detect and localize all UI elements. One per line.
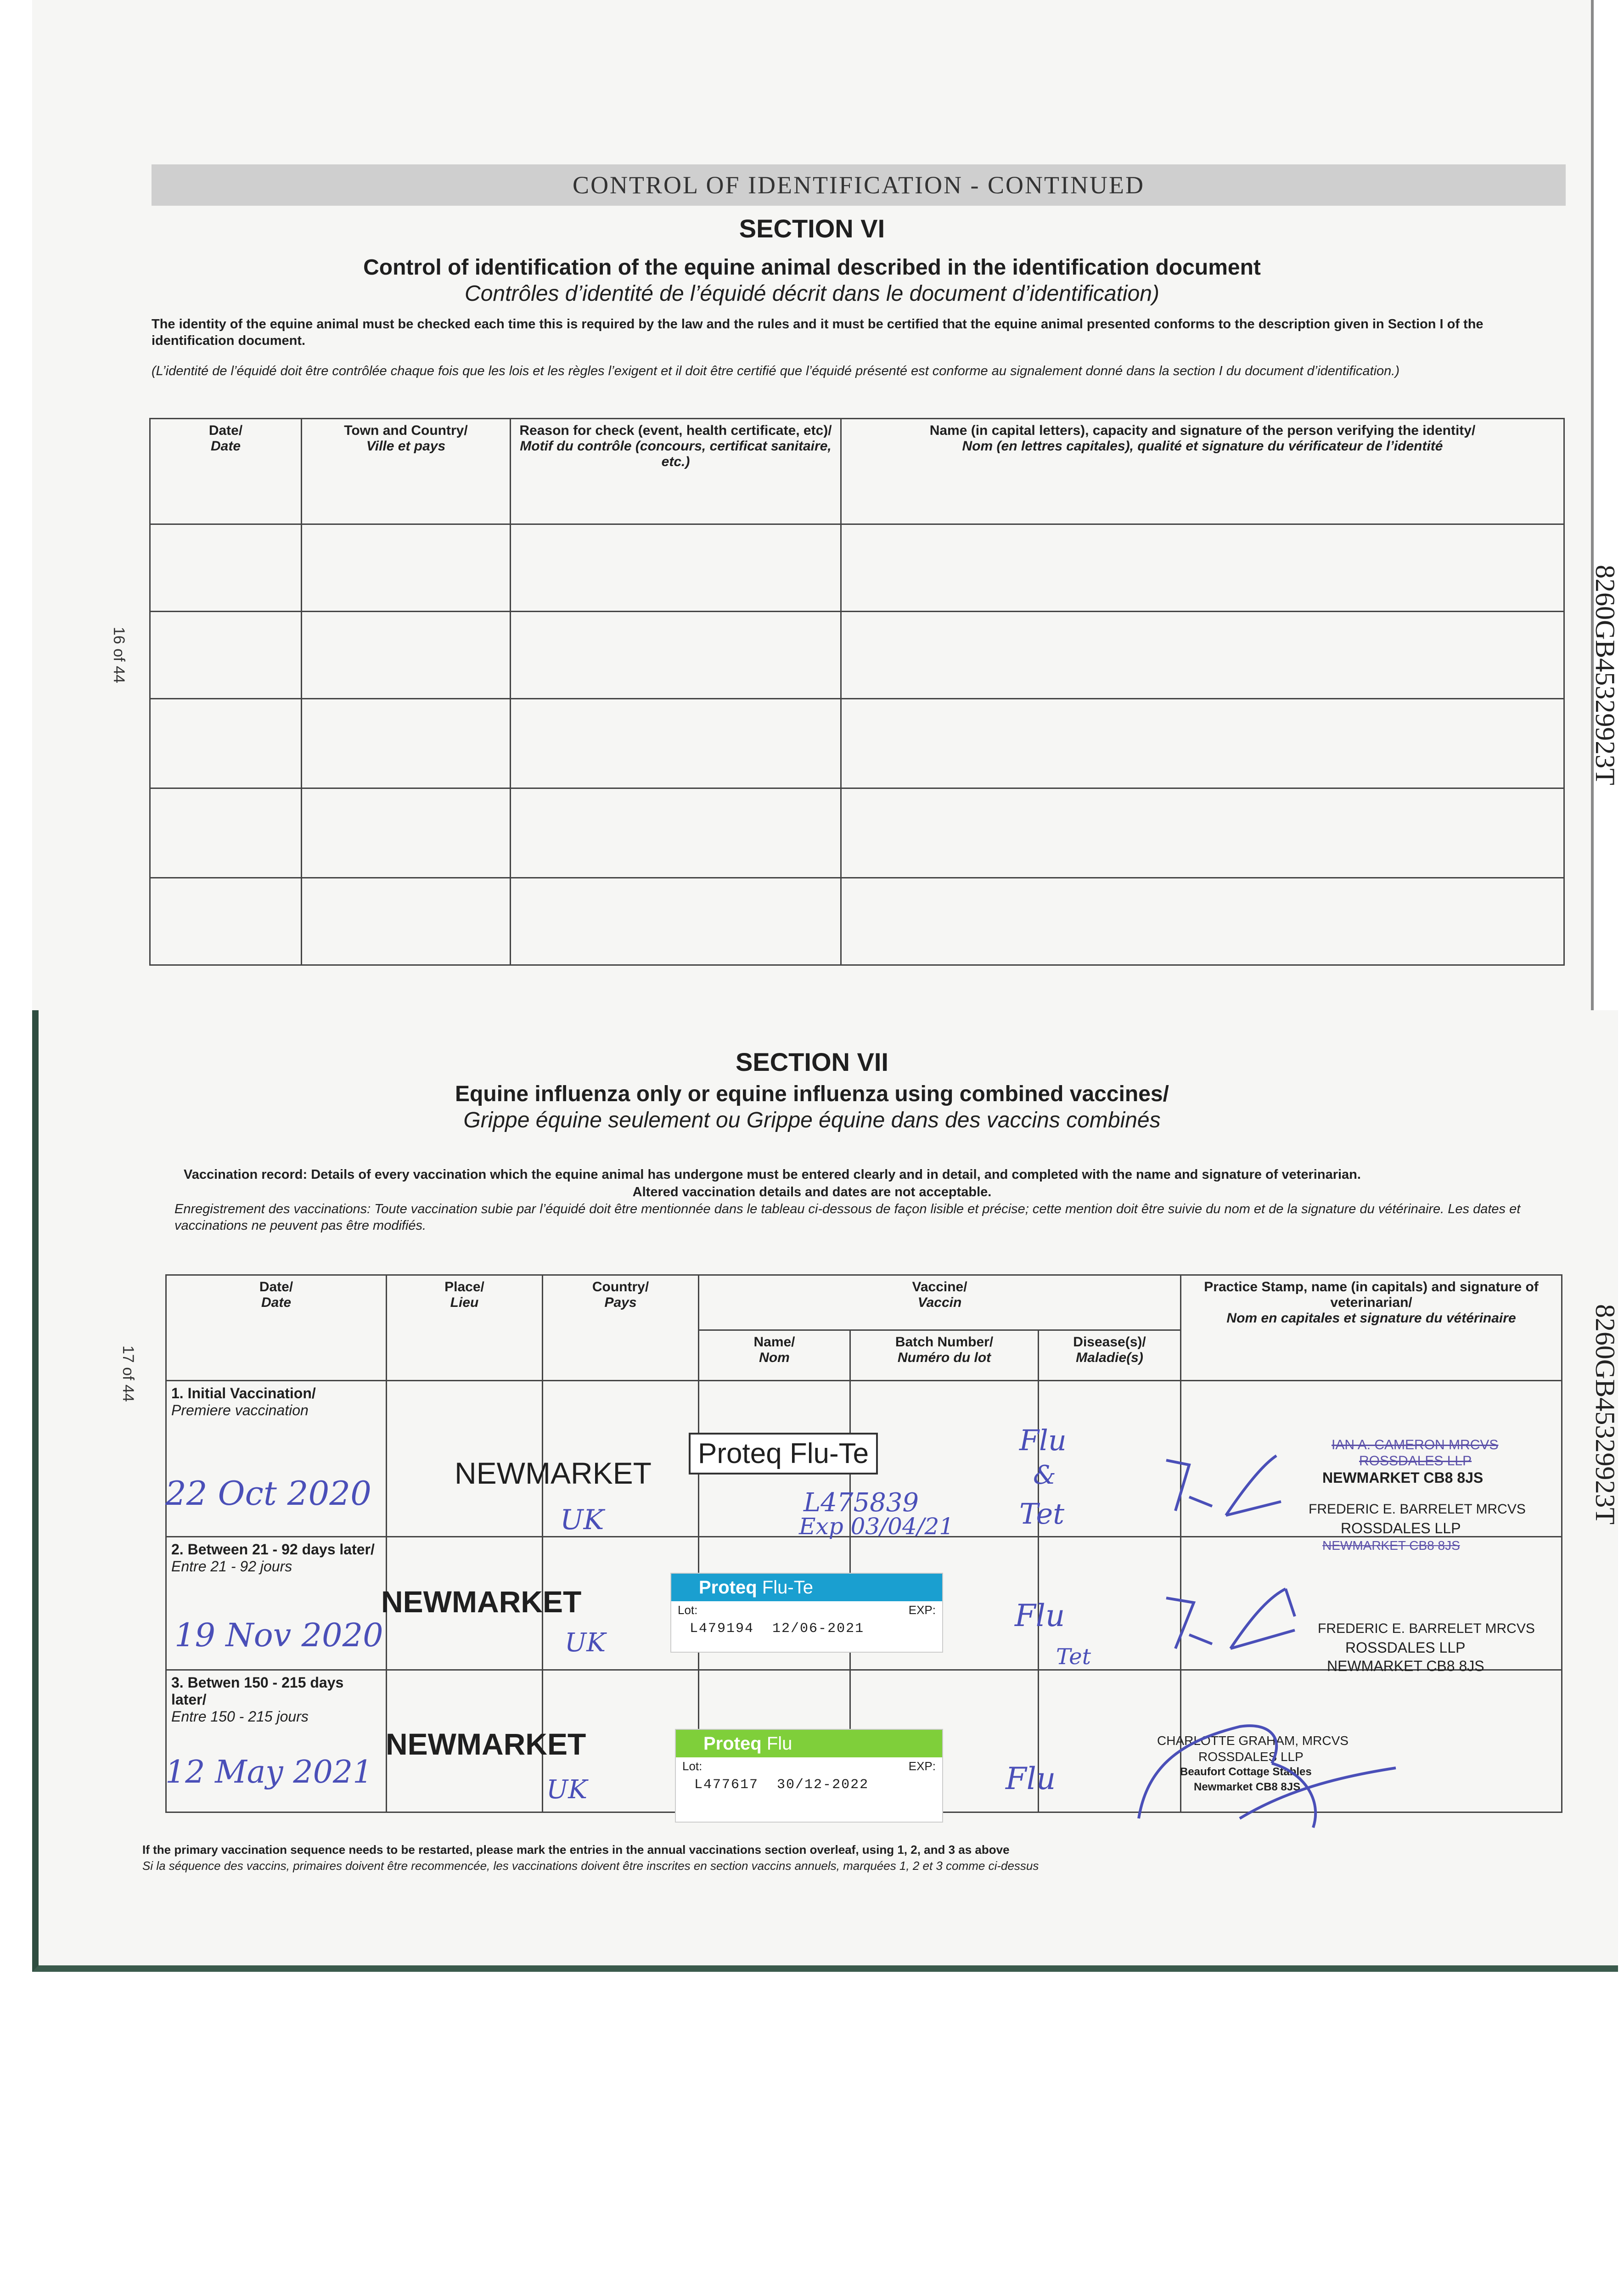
cell-town[interactable] <box>302 878 511 965</box>
place-stamp-2: NEWMARKET <box>381 1585 582 1619</box>
cell-reason[interactable] <box>511 524 841 612</box>
sticker-values-2 <box>671 1619 942 1638</box>
place-stamp-3: NEWMARKET <box>386 1727 586 1761</box>
column-header-place: Place/ Lieu <box>387 1275 543 1381</box>
sticker-lot-label-3: Lot: <box>682 1759 702 1773</box>
sticker-labels-3 <box>676 1757 942 1775</box>
footnote-fr: Si la séquence des vaccins, primaires doivent être recommencée, les vaccinations doivent être inscrites en section vaccins annuels, marquées 1, 2 et 3 comme ci-dessus <box>142 1859 1039 1873</box>
sticker-values-3 <box>676 1775 942 1795</box>
vet-stamp-1-line-1: IAN A. CAMERON MRCVS <box>1332 1437 1499 1452</box>
handwritten-disease-2a: Flu <box>1015 1598 1065 1633</box>
handwritten-date-2: 19 Nov 2020 <box>174 1616 383 1654</box>
row-label-second: 2. Between 21 - 92 days later/ Entre 21 - 92 jours <box>166 1537 387 1670</box>
sticker-lot-label-2: Lot: <box>678 1603 698 1617</box>
column-header-practice-stamp: Practice Stamp, name (in capitals) and signature of veterinarian/ Nom en capitales et signature du vétérinaire <box>1181 1275 1562 1381</box>
vet-stamp-3-line-2: ROSSDALES LLP <box>1198 1750 1304 1764</box>
sticker-band-3 <box>676 1730 942 1757</box>
signature-stroke <box>1139 1726 1396 1828</box>
section-vi-heading: SECTION VI <box>739 214 885 243</box>
page-number-17: 17 of 44 <box>119 1345 137 1402</box>
sticker-brand-3: Proteq <box>703 1733 762 1754</box>
row-label-initial: 1. Initial Vaccination/ Premiere vaccination <box>166 1381 387 1537</box>
horse-id-code-bottom: 8260GB45329923T <box>1590 1304 1620 1525</box>
handwritten-country-2: UK <box>565 1628 606 1658</box>
row-label-third: 3. Betwen 150 - 215 days later/ Entre 150 - 215 jours <box>166 1670 387 1812</box>
cell-verifier[interactable] <box>841 612 1564 699</box>
handwritten-disease-1b: & <box>1033 1460 1056 1490</box>
section-vi-intro-en: The identity of the equine animal must be checked each time this is required by the law and the rules and it must be certified that the equine animal presented conforms to the description given in Section I of the identification document. <box>152 317 1484 348</box>
cell-town[interactable] <box>302 788 511 878</box>
handwritten-disease-1c: Tet <box>1019 1497 1065 1531</box>
column-header-country: Country/ Pays <box>543 1275 699 1381</box>
cell-verifier[interactable] <box>841 699 1564 788</box>
cell-town[interactable] <box>302 612 511 699</box>
sticker-product-2: Flu-Te <box>762 1577 813 1598</box>
handwritten-expiry-1: Exp 03/04/21 <box>799 1513 954 1540</box>
vet-stamp-1-line-5: ROSSDALES LLP <box>1341 1520 1461 1536</box>
column-header-date: Date/ Date <box>166 1275 387 1381</box>
identity-check-table <box>149 418 1565 966</box>
vet-signature-1 <box>1157 1446 1313 1525</box>
column-header-vaccine-name: Name/ Nom <box>699 1330 850 1381</box>
section-vii-intro-fr: Enregistrement des vaccinations: Toute vaccination subie par l’équidé doit être mentionnée dans le tableau ci-dessous de façon lisible et précise; cette mention doit être suivie du nom et de la signature du vétérinaire. Les dates et vaccinations ne peuvent pas être modifiés. <box>174 1202 1521 1233</box>
cell-date[interactable] <box>150 699 302 788</box>
vaccine-sticker-2 <box>670 1573 943 1653</box>
section-vii-intro-en-1: Vaccination record: Details of every vaccination which the equine animal has undergone must be entered clearly and in detail, and completed with the name and signature of veterinarian. <box>184 1167 1361 1182</box>
sticker-exp-label-2: EXP: <box>908 1603 936 1617</box>
table-row <box>150 524 1564 612</box>
column-header-vaccine: Vaccine/ Vaccin <box>699 1275 1181 1330</box>
column-header-disease: Disease(s)/ Maladie(s) <box>1039 1330 1181 1381</box>
sticker-exp-label-3: EXP: <box>908 1759 936 1773</box>
column-header-date: Date/ Date <box>150 419 302 524</box>
vet-stamp-3-line-1: CHARLOTTE GRAHAM, MRCVS <box>1157 1733 1349 1748</box>
signature-stroke <box>1166 1589 1295 1649</box>
place-stamp-1: NEWMARKET <box>455 1456 652 1490</box>
table-row <box>150 699 1564 788</box>
section-vii-heading: SECTION VII <box>736 1047 888 1076</box>
section-vi-title-fr: Contrôles d’identité de l’équidé décrit dans le document d’identification) <box>465 281 1159 306</box>
banner-control-identification: CONTROL OF IDENTIFICATION - CONTINUED <box>152 164 1566 206</box>
vet-stamp-1-line-4: FREDERIC E. BARRELET MRCVS <box>1309 1502 1526 1517</box>
vet-stamp-1-line-3: NEWMARKET CB8 8JS <box>1322 1469 1484 1486</box>
cell-reason[interactable] <box>511 612 841 699</box>
column-header-town-country: Town and Country/ Ville et pays <box>302 419 511 524</box>
vet-stamp-2-line-1: FREDERIC E. BARRELET MRCVS <box>1318 1621 1535 1636</box>
sticker-brand-2: Proteq <box>699 1577 757 1598</box>
section-vii-title-fr: Grippe équine seulement ou Grippe équine dans des vaccins combinés <box>463 1108 1161 1132</box>
table-row <box>150 788 1564 878</box>
handwritten-country-3: UK <box>546 1775 588 1805</box>
handwritten-disease-3: Flu <box>1006 1761 1056 1796</box>
section-vi-intro-fr: (L’identité de l’équidé doit être contrôlée chaque fois que les lois et les règles l’exigent et il doit être certifié que l’équidé présenté est conforme au signalement donné dans la section I du document d’identification.) <box>152 364 1399 378</box>
sticker-exp-2: 12/06-2021 <box>772 1621 865 1637</box>
table-header-row <box>150 419 1564 524</box>
vet-stamp-3-line-3: Beaufort Cottage Stables <box>1180 1766 1312 1778</box>
column-header-batch: Batch Number/ Numéro du lot <box>850 1330 1039 1381</box>
section-vii-title-en: Equine influenza only or equine influenza using combined vaccines/ <box>455 1082 1169 1106</box>
column-header-reason: Reason for check (event, health certificate, etc)/ Motif du contrôle (concours, certificat sanitaire, etc.) <box>511 419 841 524</box>
cell-reason[interactable] <box>511 878 841 965</box>
vet-signature-3 <box>1120 1699 1414 1837</box>
table-row <box>150 612 1564 699</box>
cell-verifier[interactable] <box>841 878 1564 965</box>
handwritten-date-1: 22 Oct 2020 <box>165 1474 371 1513</box>
sticker-lot-2: L479194 <box>690 1621 754 1637</box>
cell-date[interactable] <box>150 612 302 699</box>
vet-signature-2 <box>1157 1580 1322 1658</box>
cell-reason[interactable] <box>511 699 841 788</box>
sticker-product-3: Flu <box>766 1733 792 1754</box>
vet-stamp-3-line-4: Newmarket CB8 8JS <box>1194 1781 1301 1793</box>
cell-reason[interactable] <box>511 788 841 878</box>
cell-town[interactable] <box>302 524 511 612</box>
handwritten-batch-1: L475839 <box>804 1488 919 1518</box>
vaccination-header-row <box>166 1275 1562 1330</box>
signature-stroke <box>1166 1456 1281 1515</box>
vet-stamp-2-line-2: ROSSDALES LLP <box>1345 1639 1466 1656</box>
cell-town[interactable] <box>302 699 511 788</box>
handwritten-country-1: UK <box>560 1504 604 1536</box>
handwritten-disease-1a: Flu <box>1019 1424 1067 1457</box>
cell-date[interactable] <box>150 788 302 878</box>
cell-date[interactable] <box>150 878 302 965</box>
sticker-lot-3: L477617 <box>694 1777 759 1793</box>
horse-id-code-top: 8260GB45329923T <box>1590 565 1620 785</box>
cell-date[interactable] <box>150 524 302 612</box>
footnote-en: If the primary vaccination sequence needs to be restarted, please mark the entries in the annual vaccinations section overleaf, using 1, 2, and 3 as above <box>142 1843 1010 1857</box>
vaccine-name-label-1: Proteq Flu-Te <box>689 1433 878 1474</box>
sticker-band-2 <box>671 1574 942 1601</box>
vet-stamp-1-line-2: ROSSDALES LLP <box>1359 1453 1472 1469</box>
section-vii-intro-en-2: Altered vaccination details and dates are not acceptable. <box>632 1185 992 1199</box>
vet-stamp-1-line-6: NEWMARKET CB8 8JS <box>1322 1538 1460 1553</box>
vet-stamp-2-line-3: NEWMARKET CB8 8JS <box>1327 1658 1484 1674</box>
column-header-verifier: Name (in capital letters), capacity and signature of the person verifying the identity/ Nom (en lettres capitales), qualité et signature du vérificateur de l’identité <box>841 419 1564 524</box>
table-row <box>150 878 1564 965</box>
sticker-exp-3: 30/12-2022 <box>777 1777 869 1793</box>
section-vi-title-en: Control of identification of the equine animal described in the identification document <box>363 255 1261 280</box>
handwritten-date-3: 12 May 2021 <box>165 1754 373 1790</box>
page-number-16: 16 of 44 <box>110 627 128 683</box>
vaccine-sticker-3 <box>675 1729 943 1823</box>
cell-verifier[interactable] <box>841 788 1564 878</box>
handwritten-disease-2b: Tet <box>1056 1644 1091 1670</box>
cell-verifier[interactable] <box>841 524 1564 612</box>
sticker-labels-2 <box>671 1601 942 1619</box>
